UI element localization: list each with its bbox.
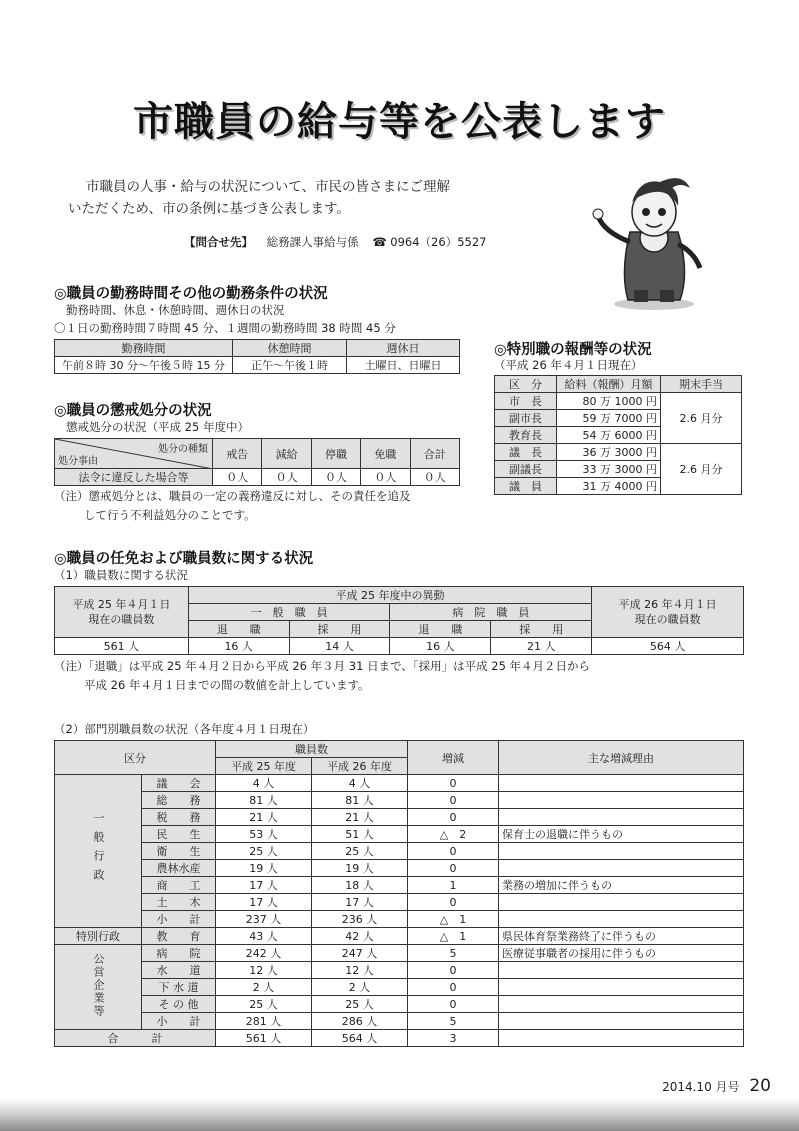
special-row-label: 議 長: [495, 444, 557, 461]
total-reason: [499, 1030, 744, 1047]
total-change: 3: [408, 1030, 499, 1047]
general-retire-value: 16 人: [188, 638, 289, 655]
group-special-admin: 特別行政: [55, 928, 142, 945]
row-label: 総 務: [142, 792, 216, 809]
reprimand-value: ０人: [213, 469, 262, 486]
row-change: 0: [408, 860, 499, 877]
row-y25: 2 人: [216, 979, 312, 996]
section-heading-discipline: ◎職員の懲戒処分の状況: [54, 403, 212, 419]
hospital-retire-value: 16 人: [390, 638, 491, 655]
row-reason: [499, 843, 744, 860]
row-change: 0: [408, 996, 499, 1013]
row-change: △ 1: [408, 911, 499, 928]
row-reason: [499, 996, 744, 1013]
contact-dept: 総務課人事給与係: [266, 235, 359, 249]
end-count-value: 564 人: [592, 638, 744, 655]
row-y25: 12 人: [216, 962, 312, 979]
special-pay-table: [494, 375, 742, 495]
row-change: 5: [408, 945, 499, 962]
row-change: 0: [408, 809, 499, 826]
header-work-hours: 勤務時間: [55, 340, 233, 357]
header-general-retire: 退 職: [188, 621, 289, 638]
row-label: 税 務: [142, 809, 216, 826]
row-y26: 17 人: [312, 894, 408, 911]
row-change: 0: [408, 894, 499, 911]
header-break-time: 休憩時間: [233, 340, 347, 357]
special-row-amount: 36 万 3000 円: [557, 444, 661, 461]
staffing-note-2: 平成 26 年４月１日までの間の数値を計上しています。: [84, 678, 370, 692]
row-reason: 県民体育祭業務終了に伴うもの: [499, 928, 744, 945]
row-label: 農林水産: [142, 860, 216, 877]
discipline-corner-cell: [55, 439, 213, 469]
row-y25: 25 人: [216, 843, 312, 860]
header-year-25: 平成 25 年度: [216, 758, 312, 775]
header-general-hire: 採 用: [289, 621, 390, 638]
row-change: 0: [408, 792, 499, 809]
total-value: ０人: [410, 469, 459, 486]
row-label: 下 水 道: [142, 979, 216, 996]
row-reason: 業務の増加に伴うもの: [499, 877, 744, 894]
row-y26: 81 人: [312, 792, 408, 809]
start-count-value: 561 人: [55, 638, 189, 655]
row-label: 衛 生: [142, 843, 216, 860]
contact-label: 【問合せ先】: [184, 235, 253, 249]
row-y25: 19 人: [216, 860, 312, 877]
contact-tel: ☎ 0964（26）5527: [372, 235, 487, 249]
staffing-sub-1: （1）職員数に関する状況: [54, 568, 188, 582]
row-y26: 25 人: [312, 843, 408, 860]
special-row-label: 議 員: [495, 478, 557, 495]
footer-gradient-bar: [0, 1098, 799, 1131]
row-y25: 53 人: [216, 826, 312, 843]
row-y26: 247 人: [312, 945, 408, 962]
department-sub: （2）部門別職員数の状況（各年度４月１日現在）: [54, 722, 315, 736]
header-kubun: 区分: [55, 741, 216, 775]
row-y26: 19 人: [312, 860, 408, 877]
special-pay-sub: （平成 26 年４月１日現在）: [494, 358, 643, 372]
header-end-count: 平成 26 年４月１日 現在の職員数: [592, 587, 744, 638]
header-reason: 主な増減理由: [499, 741, 744, 775]
contact-info: [184, 234, 544, 250]
page-footer: [662, 1076, 771, 1096]
row-change: 0: [408, 979, 499, 996]
row-reason: [499, 911, 744, 928]
header-movement: 平成 25 年度中の異動: [188, 587, 591, 604]
row-y26: 18 人: [312, 877, 408, 894]
row-y26: 236 人: [312, 911, 408, 928]
special-row-amount: 80 万 1000 円: [557, 393, 661, 410]
header-pay-cut: 減給: [262, 439, 311, 469]
header-general-staff: 一 般 職 員: [188, 604, 390, 621]
special-row-label: 教育長: [495, 427, 557, 444]
row-y25: 4 人: [216, 775, 312, 792]
header-hospital-hire: 採 用: [491, 621, 592, 638]
header-staff-count: 職員数: [216, 741, 408, 758]
row-reason: 保育士の退職に伴うもの: [499, 826, 744, 843]
row-y26: 286 人: [312, 1013, 408, 1030]
row-change: 0: [408, 775, 499, 792]
total-y26: 564 人: [312, 1030, 408, 1047]
work-hours-table: [54, 339, 460, 374]
row-y26: 12 人: [312, 962, 408, 979]
row-label: 民 生: [142, 826, 216, 843]
discipline-note-1: （注）懲戒処分とは、職員の一定の義務違反に対し、その責任を追及: [54, 489, 411, 503]
row-y25: 281 人: [216, 1013, 312, 1030]
special-row-label: 副市長: [495, 410, 557, 427]
suspension-value: ０人: [311, 469, 360, 486]
special-row-amount: 54 万 6000 円: [557, 427, 661, 444]
row-y25: 237 人: [216, 911, 312, 928]
bonus-value-assembly: 2.6 月分: [661, 444, 742, 495]
group-public-enterprise-label: 公営企業等: [92, 953, 105, 1018]
page-title: 市職員の給与等を公表します: [133, 99, 666, 145]
row-change: 0: [408, 962, 499, 979]
issue-label: 2014.10 月号: [662, 1080, 740, 1094]
row-change: △ 2: [408, 826, 499, 843]
row-change: 5: [408, 1013, 499, 1030]
discipline-note-2: して行う不利益処分のことです。: [84, 508, 256, 522]
special-row-amount: 59 万 7000 円: [557, 410, 661, 427]
group-public-enterprise: [55, 945, 142, 1030]
row-y25: 81 人: [216, 792, 312, 809]
special-row-amount: 31 万 4000 円: [557, 478, 661, 495]
row-label: 水 道: [142, 962, 216, 979]
intro-line-1: 市職員の人事・給与の状況について、市民の皆さまにご理解: [86, 179, 450, 195]
row-label: 小 計: [142, 1013, 216, 1030]
row-label: 病 院: [142, 945, 216, 962]
row-y25: 17 人: [216, 877, 312, 894]
general-hire-value: 14 人: [289, 638, 390, 655]
staff-movement-table: [54, 586, 744, 655]
header-dismissal: 免職: [361, 439, 410, 469]
row-label: 土 木: [142, 894, 216, 911]
discipline-table: [54, 438, 460, 486]
header-bonus: 期末手当: [661, 376, 742, 393]
department-table: [54, 740, 744, 1047]
special-row-amount: 33 万 3000 円: [557, 461, 661, 478]
section-heading-work-conditions: ◎職員の勤務時間その他の勤務条件の状況: [54, 286, 328, 302]
row-reason: [499, 962, 744, 979]
hospital-hire-value: 21 人: [491, 638, 592, 655]
header-start-count: 平成 25 年４月１日 現在の職員数: [55, 587, 189, 638]
row-change: △ 1: [408, 928, 499, 945]
row-change: 0: [408, 843, 499, 860]
intro-line-2: いただくため、市の条例に基づき公表します。: [68, 201, 350, 217]
discipline-row-label: 法令に違反した場合等: [55, 469, 213, 486]
work-hours-note: 〇１日の勤務時間７時間 45 分、１週間の勤務時間 38 時間 45 分: [54, 321, 396, 335]
row-y25: 43 人: [216, 928, 312, 945]
pay-cut-value: ０人: [262, 469, 311, 486]
row-y25: 17 人: [216, 894, 312, 911]
row-reason: [499, 775, 744, 792]
group-general-admin-label: 一般行政: [92, 811, 105, 888]
header-weekly-off: 週休日: [347, 340, 460, 357]
mascot-illustration: [590, 172, 718, 312]
header-reprimand: 戒告: [213, 439, 262, 469]
row-y26: 25 人: [312, 996, 408, 1013]
row-reason: [499, 792, 744, 809]
row-label: 教 育: [142, 928, 216, 945]
work-hours-value: 午前８時 30 分〜午後５時 15 分: [55, 357, 233, 374]
header-year-26: 平成 26 年度: [312, 758, 408, 775]
dismissal-value: ０人: [361, 469, 410, 486]
row-label: 商 工: [142, 877, 216, 894]
row-y26: 21 人: [312, 809, 408, 826]
page-number: 20: [749, 1076, 771, 1096]
row-label: そ の 他: [142, 996, 216, 1013]
row-y25: 21 人: [216, 809, 312, 826]
bonus-value-executive: 2.6 月分: [661, 393, 742, 444]
row-y26: 51 人: [312, 826, 408, 843]
header-change: 増減: [408, 741, 499, 775]
header-category: 区 分: [495, 376, 557, 393]
row-label: 小 計: [142, 911, 216, 928]
header-hospital-retire: 退 職: [390, 621, 491, 638]
section-heading-special-pay: ◎特別職の報酬等の状況: [494, 342, 652, 358]
work-conditions-sub: 勤務時間、休息・休憩時間、週休日の状況: [66, 303, 285, 317]
group-general-admin: [55, 775, 142, 928]
row-y26: 4 人: [312, 775, 408, 792]
section-heading-staffing: ◎職員の任免および職員数に関する状況: [54, 551, 314, 567]
discipline-sub: 懲戒処分の状況（平成 25 年度中）: [66, 420, 249, 434]
row-reason: [499, 979, 744, 996]
break-time-value: 正午〜午後１時: [233, 357, 347, 374]
corner-bottom-label: 処分事由: [58, 456, 98, 467]
special-row-label: 副議長: [495, 461, 557, 478]
corner-top-label: 処分の種類: [158, 444, 208, 455]
row-y26: 42 人: [312, 928, 408, 945]
row-label: 議 会: [142, 775, 216, 792]
row-y26: 2 人: [312, 979, 408, 996]
header-hospital-staff: 病 院 職 員: [390, 604, 592, 621]
weekly-off-value: 土曜日、日曜日: [347, 357, 460, 374]
row-reason: [499, 860, 744, 877]
special-row-label: 市 長: [495, 393, 557, 410]
total-y25: 561 人: [216, 1030, 312, 1047]
staffing-note-1: （注）「退職」は平成 25 年４月２日から平成 26 年３月 31 日まで、「採用」は平成 25 年４月２日から: [54, 659, 591, 673]
total-row-label: 合 計: [55, 1030, 216, 1047]
row-y25: 242 人: [216, 945, 312, 962]
header-total: 合計: [410, 439, 459, 469]
row-change: 1: [408, 877, 499, 894]
row-y25: 25 人: [216, 996, 312, 1013]
header-suspension: 停職: [311, 439, 360, 469]
row-reason: 医療従事職者の採用に伴うもの: [499, 945, 744, 962]
row-reason: [499, 894, 744, 911]
row-reason: [499, 1013, 744, 1030]
header-monthly-pay: 給料（報酬）月額: [557, 376, 661, 393]
row-reason: [499, 809, 744, 826]
